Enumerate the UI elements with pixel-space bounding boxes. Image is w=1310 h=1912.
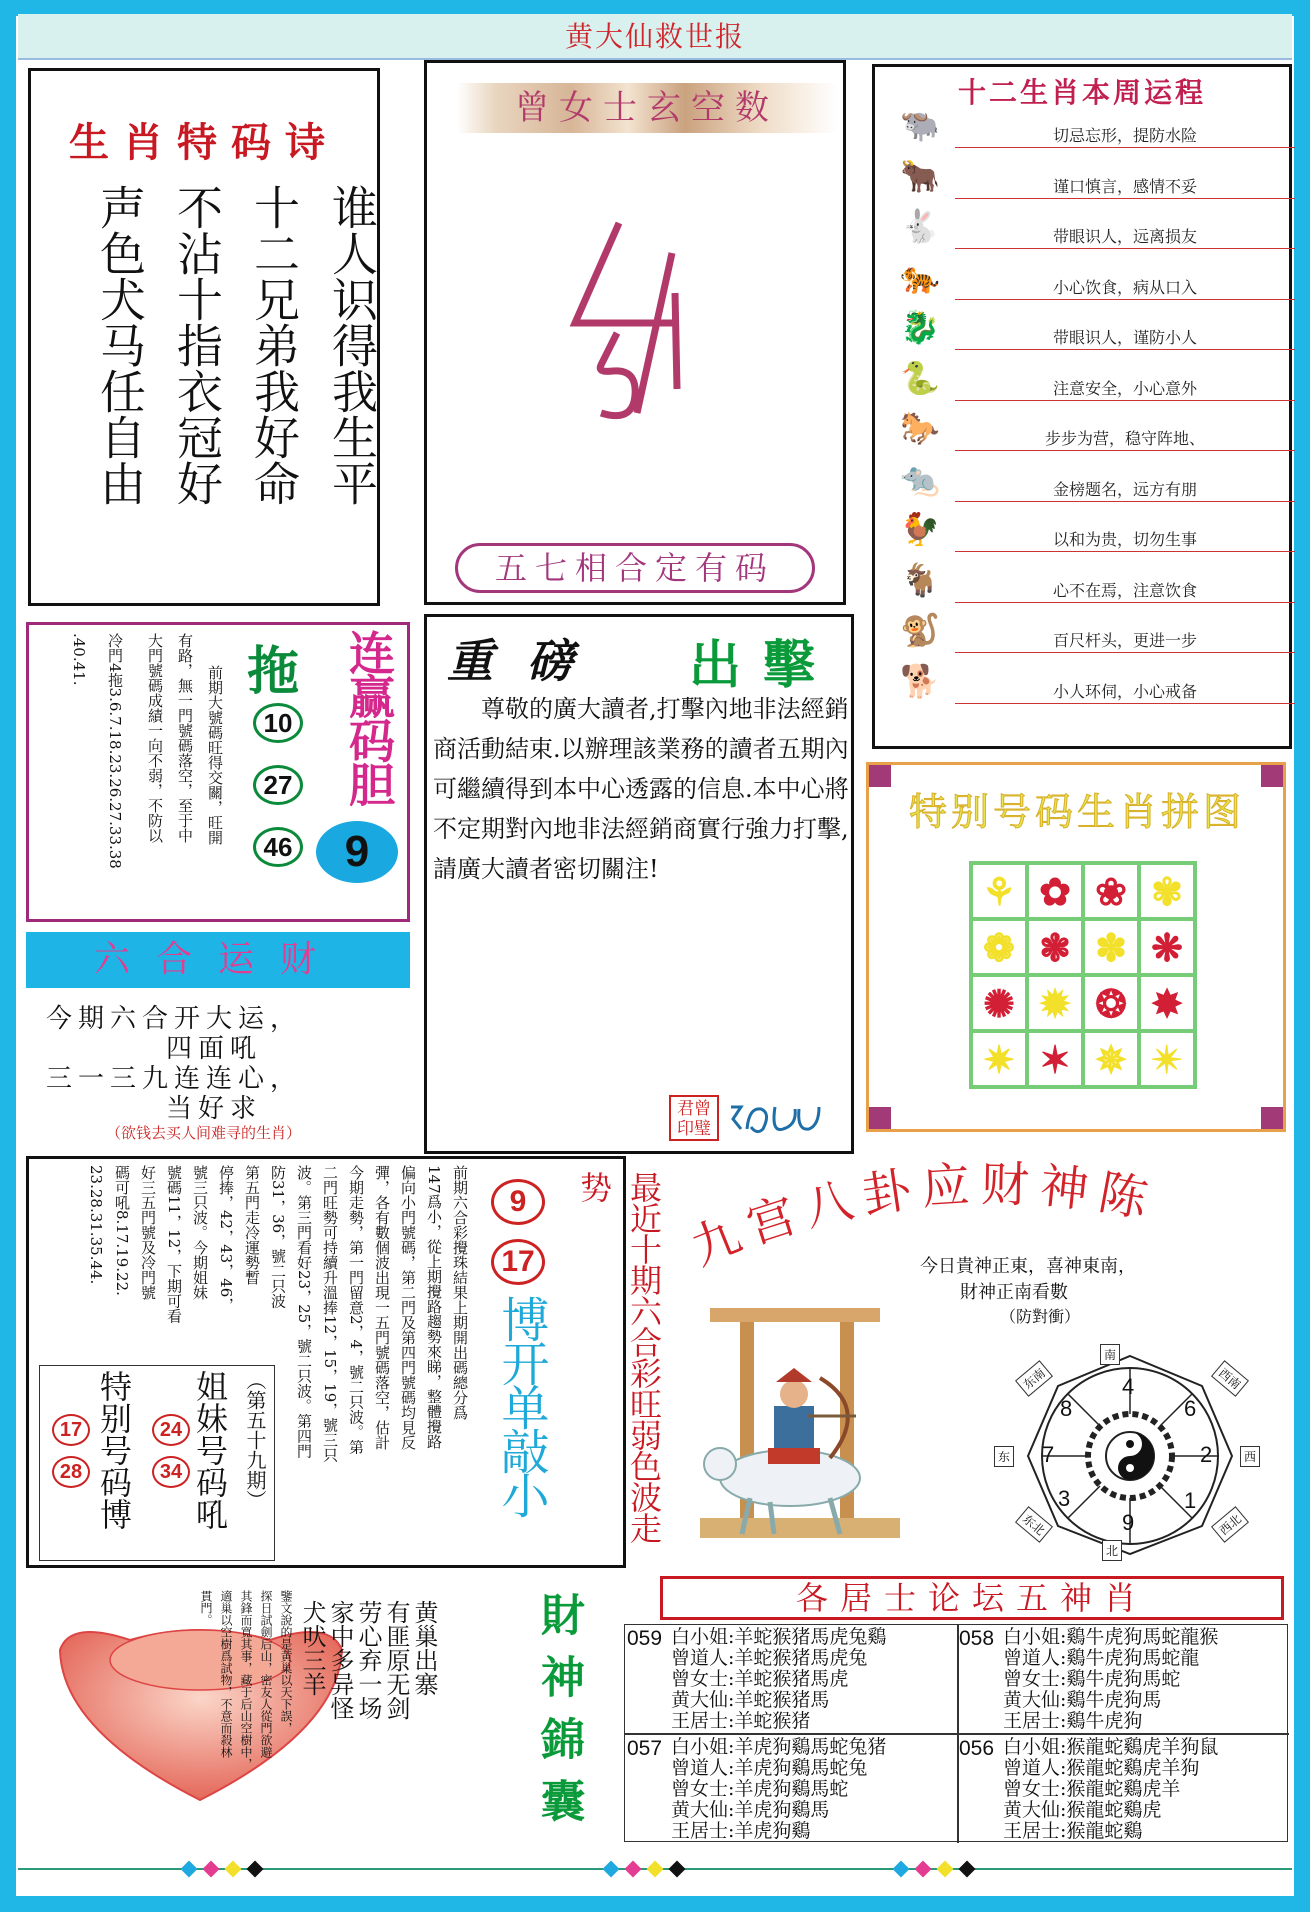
huangchao-para: 鑒文說的是黄巢以天下誤， xyxy=(279,1590,293,1734)
forum-line: 曾道人:羊蛇猴猪馬虎兔 xyxy=(671,1647,868,1669)
special-title: 特别号码博 xyxy=(95,1370,133,1530)
wave-col: 第五門走冷運勢暫 xyxy=(243,1165,261,1285)
dan-number: 9 xyxy=(316,821,398,883)
wave-col: 好三五門號及冷門號 xyxy=(139,1165,157,1300)
zodiac-rule xyxy=(955,349,1295,350)
seal-stamp: 君曾印璧 xyxy=(669,1095,719,1141)
zodiac-animal-icon: 🐕 xyxy=(900,661,940,700)
dir-tag: 南 xyxy=(1100,1344,1120,1365)
puzzle-tile: ✾ xyxy=(1141,865,1193,917)
zodiac-fortune-text: 心不在焉，注意饮食 xyxy=(1052,580,1197,600)
zodiac-fortune-text: 谨口慎言，感情不妥 xyxy=(1052,176,1197,196)
footer-dots xyxy=(600,1860,688,1879)
lianying-box xyxy=(26,622,410,922)
forum-grid xyxy=(624,1624,1288,1842)
dir-tag: 东南 xyxy=(1015,1360,1053,1397)
xuankong-pill: 五七相合定有码 xyxy=(455,543,815,593)
jiugong-line: 今日貴神正東，喜神東南， xyxy=(920,1256,1136,1277)
zodiac-rule xyxy=(955,198,1295,199)
jiugong-section xyxy=(660,1156,1290,1566)
zhongbang-title-a: 重磅 xyxy=(447,634,607,688)
liuhe-line: 当好求 xyxy=(166,1094,263,1124)
puzzle-tile: ✽ xyxy=(1085,921,1137,973)
wave-col: 號碼11，12，下期可看 xyxy=(165,1165,183,1324)
forum-line: 曾女士:羊蛇猴猪馬虎 xyxy=(671,1668,849,1690)
bagua-num: 9 xyxy=(1122,1510,1135,1535)
xuankong-banner: 曾女士玄空数 xyxy=(457,83,837,133)
wave-sub: 博开单敲小 xyxy=(493,1295,549,1515)
wave-col: 號三只波。今期姐妹 xyxy=(191,1165,209,1300)
zodiac-rule xyxy=(955,400,1295,401)
bagua-num: 8 xyxy=(1060,1396,1073,1421)
forum-block xyxy=(959,1626,1219,1732)
forum-line: 白小姐:羊虎狗鷄馬蛇兔猪 xyxy=(671,1736,887,1758)
forum-line: 曾女士:猴龍蛇鷄虎羊 xyxy=(1003,1778,1181,1800)
poem-column: 谁人识得我生平 xyxy=(325,184,379,506)
special-num: 17 xyxy=(52,1414,90,1446)
wave-col: 前期六合彩攪珠結果上期開出碼總分爲 xyxy=(451,1165,469,1420)
wave-title: 最近十期六合彩旺弱色波走势 xyxy=(575,1171,663,1543)
puzzle-tile: ❋ xyxy=(1141,921,1193,973)
forum-line: 王居士:羊虎狗鷄 xyxy=(671,1820,811,1842)
forum-line: 白小姐:羊蛇猴猪馬虎兔鷄 xyxy=(671,1626,887,1648)
dir-tag: 西北 xyxy=(1211,1506,1249,1543)
zodiac-animal-icon: 🐒 xyxy=(900,611,940,649)
puzzle-grid xyxy=(969,861,1197,1089)
lianying-title: 连赢码胆 xyxy=(342,629,396,805)
zodiac-animal-icon: 🐃 xyxy=(900,106,940,144)
lianying-col: 有路，無一門號碼落空，至于中 xyxy=(176,633,194,843)
zodiac-fortune-text: 百尺杆头，更进一步 xyxy=(1052,631,1197,650)
zodiac-rule xyxy=(955,248,1295,249)
jiugong-line: 財神正南看數 xyxy=(960,1282,1068,1303)
forum-line: 曾道人:鷄牛虎狗馬蛇龍 xyxy=(1003,1647,1200,1669)
jiugong-line: （防對衝） xyxy=(1000,1307,1081,1326)
zodiac-animal-icon: 🐍 xyxy=(900,358,940,397)
xuankong-box xyxy=(424,60,846,605)
zodiac-rule xyxy=(955,652,1295,653)
zodiac-fortune-text: 带眼识人，谨防小人 xyxy=(1052,328,1197,347)
forum-section xyxy=(624,1576,1290,1844)
puzzle-tile: ✸ xyxy=(1141,977,1193,1029)
tuo-label: 拖 xyxy=(247,641,300,702)
forum-line: 王居士:鷄牛虎狗 xyxy=(1003,1710,1143,1732)
bagua-num: 1 xyxy=(1184,1488,1197,1513)
puzzle-tile: ✷ xyxy=(973,1033,1025,1085)
forum-period: 057 xyxy=(627,1737,663,1760)
wave-col: 147爲小，從上期攪路趨勢來睇，整體攪路 xyxy=(425,1165,443,1449)
footer-dots xyxy=(890,1860,978,1879)
forum-block xyxy=(627,1626,887,1732)
wave-col: 停捧，42，43，46， xyxy=(217,1165,235,1313)
bagua-num: 2 xyxy=(1200,1442,1213,1467)
zodiac-rule xyxy=(955,501,1295,502)
huangchao-text: 劳心弃一场 xyxy=(354,1600,382,1720)
forum-line: 黄大仙:猴龍蛇鷄虎 xyxy=(1003,1799,1162,1821)
caishen-title: 財神錦囊 xyxy=(533,1592,584,1840)
huangchao-text: 家中多异怪 xyxy=(326,1600,354,1720)
signature-graphic xyxy=(727,1099,823,1139)
liuhe-line: 四面吼 xyxy=(166,1034,263,1064)
poem-column: 十二兄弟我好命 xyxy=(247,184,301,506)
wave-col: 碼可吼8.17.19.22. xyxy=(113,1165,131,1296)
forum-line: 曾道人:猴龍蛇鷄虎羊狗 xyxy=(1003,1757,1200,1779)
sister-title: 姐妹号码吼 xyxy=(191,1370,229,1530)
dir-tag: 北 xyxy=(1102,1540,1122,1561)
wave-col: 二門旺勢可持續升溫捧12，15，19，號三只 xyxy=(321,1165,339,1463)
lianying-col: 大門號碼成績一向不弱，不防以 xyxy=(146,633,164,843)
zodiac-rule xyxy=(955,299,1295,300)
liuhe-note: （欲钱去买人间难寻的生肖） xyxy=(106,1124,302,1142)
forum-line: 黄大仙:羊蛇猴猪馬 xyxy=(671,1689,830,1711)
bagua-num: 6 xyxy=(1184,1396,1197,1421)
dir-tag: 西南 xyxy=(1211,1360,1249,1397)
zodiac-rule xyxy=(955,450,1295,451)
huangchao-para: 探日試劍后山，密友人從門欲避 xyxy=(259,1590,273,1758)
puzzle-tile: ✺ xyxy=(973,977,1025,1029)
forum-block xyxy=(627,1736,887,1842)
puzzle-tile: ✶ xyxy=(1029,1033,1081,1085)
zodiac-fortune-text: 小人环伺，小心戒备 xyxy=(1052,681,1197,701)
forum-line: 曾道人:羊虎狗鷄馬蛇兔 xyxy=(671,1757,868,1779)
zodiac-rule xyxy=(955,703,1295,704)
period-label: （第五十九期） xyxy=(243,1370,267,1510)
puzzle-tile: ❂ xyxy=(1085,977,1137,1029)
forum-block xyxy=(959,1736,1219,1842)
zodiac-rule xyxy=(955,602,1295,603)
zodiac-fortune-text: 步步为营，稳守阵地、 xyxy=(1044,429,1205,448)
zodiac-animal-icon: 🐂 xyxy=(900,156,940,195)
zodiac-week-title: 十二生肖本周运程 xyxy=(957,76,1206,109)
poem-box xyxy=(28,68,380,606)
zodiac-fortune-text: 小心饮食，病从口入 xyxy=(1052,277,1197,297)
huangchao-para: 貫門。 xyxy=(199,1590,213,1626)
forum-line: 白小姐:鷄牛虎狗馬蛇龍猴 xyxy=(1003,1626,1219,1648)
huangchao-text: 犬吠三羊 xyxy=(298,1600,326,1696)
lianying-col: 前期大號碼旺得交關，旺開 xyxy=(206,665,224,845)
forum-line: 王居士:猴龍蛇鷄 xyxy=(1003,1820,1143,1842)
huangchao-section xyxy=(30,1590,490,1840)
poem-title: 生肖特码诗 xyxy=(69,119,339,166)
zodiac-animal-icon: 🐐 xyxy=(900,560,940,599)
zodiac-animal-icon: 🐇 xyxy=(900,207,940,245)
forum-line: 曾女士:羊虎狗鷄馬蛇 xyxy=(671,1778,849,1800)
forum-line: 黄大仙:鷄牛虎狗馬 xyxy=(1003,1689,1162,1711)
special-puzzle-box xyxy=(866,762,1286,1132)
zodiac-animal-icon: 🐓 xyxy=(900,510,940,548)
big-number-graphic xyxy=(557,213,707,443)
zodiac-animal-icon: 🐉 xyxy=(900,308,940,346)
zodiac-fortune-text: 带眼识人，远离损友 xyxy=(1052,227,1197,246)
wave-col: 偏向小門號碼，第二門及第四門號碼均見反 xyxy=(399,1165,417,1450)
forum-period: 058 xyxy=(959,1627,995,1650)
forum-line: 白小姐:猴龍蛇鷄虎羊狗鼠 xyxy=(1003,1736,1219,1758)
dir-tag: 东北 xyxy=(1015,1506,1053,1543)
liuhe-box xyxy=(26,932,410,1142)
wave-box xyxy=(26,1156,663,1568)
puzzle-tile: ❃ xyxy=(1029,921,1081,973)
zodiac-animal-icon: 🐎 xyxy=(900,409,940,447)
puzzle-tile: ✹ xyxy=(1029,977,1081,1029)
sister-num: 24 xyxy=(152,1414,190,1446)
svg-text:九宫八卦应财神陈: 九宫八卦应财神陈 xyxy=(683,1156,1162,1276)
liuhe-line: 三一三九连连心， xyxy=(46,1064,303,1094)
page-header: 黄大仙救世报 xyxy=(18,14,1292,60)
sister-special-box xyxy=(39,1365,275,1561)
forum-period: 059 xyxy=(627,1627,663,1650)
puzzle-tile: ✿ xyxy=(1029,865,1081,917)
sister-num: 34 xyxy=(152,1456,190,1488)
wave-col: 彈，各有數個波出現一五門號碼落空，估計 xyxy=(373,1165,391,1450)
special-num: 28 xyxy=(52,1456,90,1488)
puzzle-tile: ✵ xyxy=(1085,1033,1137,1085)
liuhe-title: 六合运财 xyxy=(26,932,410,988)
puzzle-tile: ❀ xyxy=(1085,865,1137,917)
footer-dots xyxy=(178,1860,266,1879)
wave-num: 17 xyxy=(491,1239,545,1285)
zodiac-fortune-text: 注意安全，小心意外 xyxy=(1052,378,1197,398)
dir-tag: 西 xyxy=(1240,1446,1260,1467)
zhongbang-box xyxy=(424,614,854,1154)
zodiac-animal-icon: 🐅 xyxy=(900,257,940,296)
huangchao-para: 其鋒而寬其事，藏于后山空樹中， xyxy=(239,1590,253,1770)
forum-line: 黄大仙:羊虎狗鷄馬 xyxy=(671,1799,830,1821)
lianying-num: 46 xyxy=(253,827,303,867)
poem-column: 不沾十指衣冠好 xyxy=(170,184,224,506)
wave-col: 今期走勢，第一門留意2，4，號二只波。第 xyxy=(347,1165,365,1455)
zodiac-fortune-text: 切忌忘形，提防水险 xyxy=(1052,126,1197,145)
huangchao-text: 黄巢出寨 xyxy=(410,1600,438,1696)
puzzle-tile: ✴ xyxy=(1141,1033,1193,1085)
zhongbang-title-b: 出擊 xyxy=(689,635,838,696)
forum-line: 曾女士:鷄牛虎狗馬蛇 xyxy=(1003,1668,1181,1690)
zodiac-fortune-text: 金榜题名，远方有朋 xyxy=(1052,479,1197,499)
zodiac-rule xyxy=(955,551,1295,552)
wave-col: 防31，36，號二只波 xyxy=(269,1165,287,1309)
zodiac-animal-icon: 🐀 xyxy=(900,459,940,498)
forum-title: 各居士论坛五神肖 xyxy=(660,1576,1284,1620)
warrior-illustration xyxy=(680,1298,910,1558)
zodiac-week-box xyxy=(872,64,1292,749)
wave-col: 23.28.31.35.44. xyxy=(87,1165,105,1285)
wave-col: 波。第三門看好23，25，號二只波。第四門 xyxy=(295,1165,313,1459)
forum-line: 王居士:羊蛇猴猪 xyxy=(671,1710,811,1732)
puzzle-tile: ⚘ xyxy=(973,865,1025,917)
lianying-col: 冷門4拖3.6.7.18.23.26.27.33.38 xyxy=(106,633,124,869)
huangchao-para: 適巢以空樹爲試物，不意而殺林 xyxy=(219,1590,233,1758)
bagua-num: 7 xyxy=(1042,1442,1055,1467)
lianying-num: 27 xyxy=(253,765,303,805)
zodiac-fortune-text: 以和为贵，切勿生事 xyxy=(1052,530,1197,549)
huangchao-text: 有匪原无剑 xyxy=(382,1600,410,1720)
zhongbang-body: 尊敬的廣大讀者,打擊內地非法經銷商活動結束.以辦理該業務的讀者五期內可繼續得到本中心透露的信息.本中心將不定期對內地非法經銷商實行強力打擊,請廣大讀者密切關注! xyxy=(433,695,849,883)
zodiac-rule xyxy=(955,147,1295,148)
liuhe-line: 今期六合开大运， xyxy=(46,1004,303,1034)
forum-period: 056 xyxy=(959,1737,995,1760)
lianying-col: .40.41. xyxy=(70,633,88,686)
bagua-num: 4 xyxy=(1122,1374,1135,1399)
special-puzzle-title: 特别号码生肖拼图 xyxy=(909,790,1246,834)
bagua-num: 3 xyxy=(1058,1486,1071,1511)
wave-num: 9 xyxy=(491,1179,545,1225)
poem-column: 声色犬马任自由 xyxy=(93,184,147,506)
puzzle-tile: ❁ xyxy=(973,921,1025,973)
lianying-num: 10 xyxy=(253,703,303,743)
dir-tag: 东 xyxy=(994,1446,1014,1467)
